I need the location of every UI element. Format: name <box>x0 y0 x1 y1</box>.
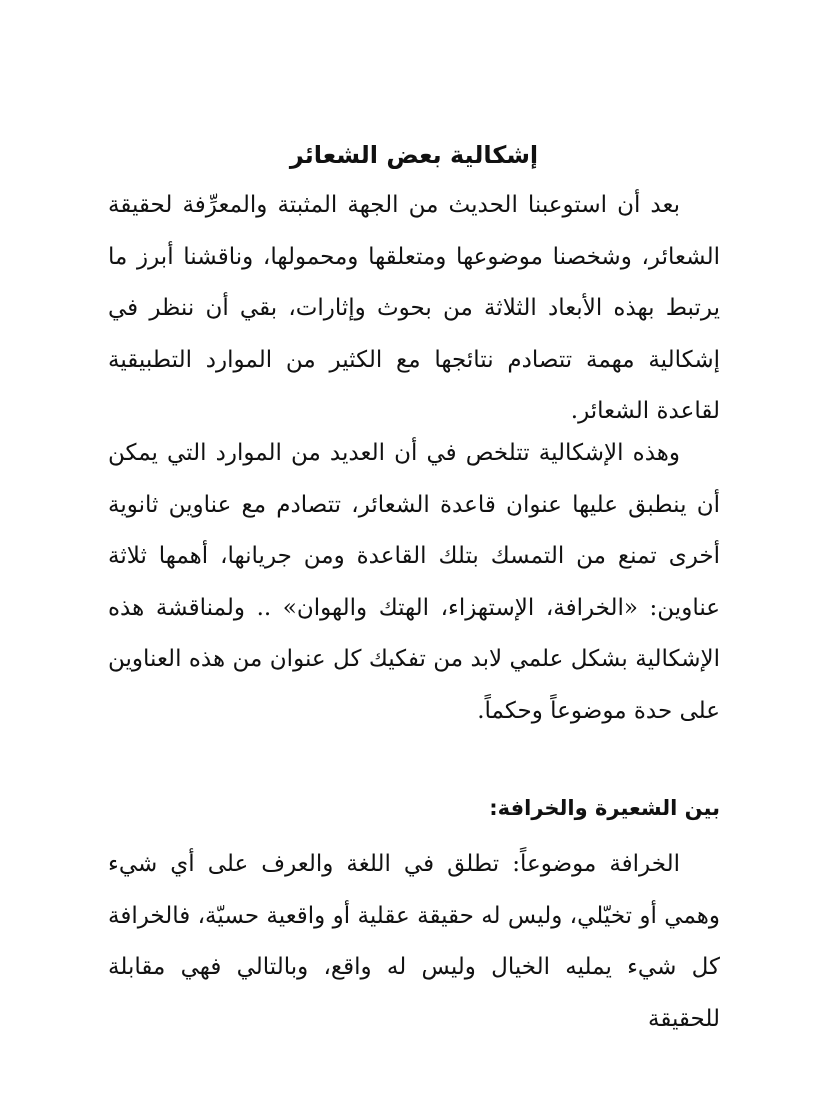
section-heading: بين الشعيرة والخرافة: <box>489 796 720 820</box>
paragraph-problem: وهذه الإشكالية تتلخص في أن العديد من الموارد التي يمكن أن ينطبق عليها عنوان قاعدة الشعائر، تتصادم مع عناوين ثانوية أخرى تمنع من التمسك بتلك القاعدة ومن جريانها، أهمها ثلاثة عناوين: «الخرافة، الإستهزاء، الهتك والهوان» .. ولمناقشة هذه الإشكالية بشكل علمي لابد من تفكيك كل عنوان من هذه العناوين على حدة موضوعاً وحكماً. <box>108 440 721 724</box>
paragraph-superstition: الخرافة موضوعاً: تطلق في اللغة والعرف على أي شيء وهمي أو تخيّلي، وليس له حقيقة عقلية أو واقعية حسيّة، فالخرافة كل شيء يمليه الخيال وليس له واقع، وبالتالي فهي مقابلة للحقيقة <box>108 851 720 1032</box>
page-title: إشكالية بعض الشعائر <box>289 141 539 169</box>
paragraph-intro: بعد أن استوعبنا الحديث من الجهة المثبتة والمعرِّفة لحقيقة الشعائر، وشخصنا موضوعها ومتعلقها ومحمولها، وناقشنا أبرز ما يرتبط بهذه الأبعاد الثلاثة من بحوث وإثارات، بقي أن ننظر في إشكالية مهمة تتصادم نتائجها مع الكثير من الموارد التطبيقية لقاعدة الشعائر. <box>108 192 720 424</box>
